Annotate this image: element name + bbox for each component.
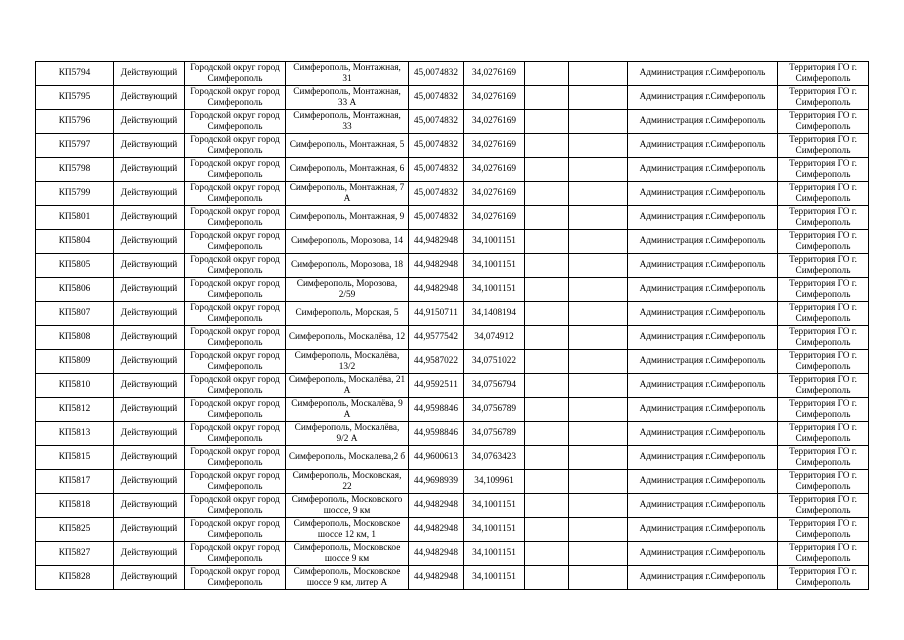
municipality-cell: Городской округ город Симферополь xyxy=(185,470,286,494)
table-row xyxy=(36,278,869,302)
latitude-cell: 44,9592511 xyxy=(409,374,464,398)
status-cell: Действующий xyxy=(114,182,185,206)
administration-cell: Администрация г.Симферополь xyxy=(628,350,778,374)
administration-cell: Администрация г.Симферополь xyxy=(628,86,778,110)
address-cell: Симферополь, Московского шоссе, 9 км xyxy=(286,494,409,518)
territory-cell: Территория ГО г. Симферополь xyxy=(778,470,869,494)
administration-cell: Администрация г.Симферополь xyxy=(628,254,778,278)
status-cell: Действующий xyxy=(114,374,185,398)
table-row xyxy=(36,446,869,470)
empty-cell xyxy=(569,302,628,326)
address-cell: Симферополь, Москалёва, 12 xyxy=(286,326,409,350)
address-cell: Симферополь, Москалёва, 9 А xyxy=(286,398,409,422)
empty-cell xyxy=(525,422,569,446)
address-cell: Симферополь, Москалёва, 13/2 xyxy=(286,350,409,374)
container-id: КП5812 xyxy=(36,398,114,422)
empty-cell xyxy=(525,110,569,134)
municipality-cell: Городской округ город Симферополь xyxy=(185,374,286,398)
longitude-cell: 34,0756794 xyxy=(464,374,525,398)
empty-cell xyxy=(569,566,628,590)
administration-cell: Администрация г.Симферополь xyxy=(628,62,778,86)
municipality-cell: Городской округ город Симферополь xyxy=(185,566,286,590)
status-cell: Действующий xyxy=(114,494,185,518)
territory-cell: Территория ГО г. Симферополь xyxy=(778,374,869,398)
empty-cell xyxy=(569,350,628,374)
empty-cell xyxy=(525,182,569,206)
longitude-cell: 34,1001151 xyxy=(464,254,525,278)
latitude-cell: 44,9482948 xyxy=(409,254,464,278)
territory-cell: Территория ГО г. Симферополь xyxy=(778,278,869,302)
municipality-cell: Городской округ город Симферополь xyxy=(185,62,286,86)
administration-cell: Администрация г.Симферополь xyxy=(628,110,778,134)
territory-cell: Территория ГО г. Симферополь xyxy=(778,110,869,134)
administration-cell: Администрация г.Симферополь xyxy=(628,518,778,542)
administration-cell: Администрация г.Симферополь xyxy=(628,326,778,350)
longitude-cell: 34,109961 xyxy=(464,470,525,494)
latitude-cell: 45,0074832 xyxy=(409,110,464,134)
longitude-cell: 34,0756789 xyxy=(464,422,525,446)
longitude-cell: 34,1408194 xyxy=(464,302,525,326)
empty-cell xyxy=(525,302,569,326)
municipality-cell: Городской округ город Симферополь xyxy=(185,182,286,206)
longitude-cell: 34,1001151 xyxy=(464,542,525,566)
status-cell: Действующий xyxy=(114,206,185,230)
empty-cell xyxy=(569,494,628,518)
territory-cell: Территория ГО г. Симферополь xyxy=(778,302,869,326)
administration-cell: Администрация г.Симферополь xyxy=(628,470,778,494)
table-row xyxy=(36,494,869,518)
territory-cell: Территория ГО г. Симферополь xyxy=(778,518,869,542)
administration-cell: Администрация г.Симферополь xyxy=(628,398,778,422)
municipality-cell: Городской округ город Симферополь xyxy=(185,302,286,326)
empty-cell xyxy=(569,62,628,86)
empty-cell xyxy=(525,134,569,158)
status-cell: Действующий xyxy=(114,326,185,350)
municipality-cell: Городской округ город Симферополь xyxy=(185,494,286,518)
territory-cell: Территория ГО г. Симферополь xyxy=(778,566,869,590)
longitude-cell: 34,0276169 xyxy=(464,62,525,86)
administration-cell: Администрация г.Симферополь xyxy=(628,278,778,302)
empty-cell xyxy=(569,182,628,206)
status-cell: Действующий xyxy=(114,566,185,590)
table-row xyxy=(36,110,869,134)
container-id: КП5809 xyxy=(36,350,114,374)
municipality-cell: Городской округ город Симферополь xyxy=(185,278,286,302)
empty-cell xyxy=(569,518,628,542)
table-row xyxy=(36,206,869,230)
empty-cell xyxy=(525,518,569,542)
latitude-cell: 44,9698939 xyxy=(409,470,464,494)
latitude-cell: 44,9482948 xyxy=(409,542,464,566)
territory-cell: Территория ГО г. Симферополь xyxy=(778,446,869,470)
latitude-cell: 44,9482948 xyxy=(409,566,464,590)
address-cell: Симферополь, Московское шоссе 9 км xyxy=(286,542,409,566)
container-id: КП5806 xyxy=(36,278,114,302)
address-cell: Симферополь, Москалёва, 21 А xyxy=(286,374,409,398)
table-body xyxy=(36,62,869,590)
address-cell: Симферополь, Московское шоссе 9 км, литер А xyxy=(286,566,409,590)
address-cell: Симферополь, Морозова, 18 xyxy=(286,254,409,278)
administration-cell: Администрация г.Симферополь xyxy=(628,494,778,518)
empty-cell xyxy=(525,494,569,518)
latitude-cell: 44,9600613 xyxy=(409,446,464,470)
empty-cell xyxy=(525,278,569,302)
empty-cell xyxy=(569,158,628,182)
container-id: КП5815 xyxy=(36,446,114,470)
container-id: КП5795 xyxy=(36,86,114,110)
longitude-cell: 34,1001151 xyxy=(464,518,525,542)
territory-cell: Территория ГО г. Симферополь xyxy=(778,62,869,86)
table-row xyxy=(36,86,869,110)
status-cell: Действующий xyxy=(114,518,185,542)
territory-cell: Территория ГО г. Симферополь xyxy=(778,254,869,278)
address-cell: Симферополь, Монтажная, 7 А xyxy=(286,182,409,206)
empty-cell xyxy=(525,326,569,350)
administration-cell: Администрация г.Симферополь xyxy=(628,230,778,254)
status-cell: Действующий xyxy=(114,422,185,446)
longitude-cell: 34,0276169 xyxy=(464,86,525,110)
address-cell: Симферополь, Москалева,2 б xyxy=(286,446,409,470)
administration-cell: Администрация г.Симферополь xyxy=(628,446,778,470)
empty-cell xyxy=(569,86,628,110)
address-cell: Симферополь, Монтажная, 31 xyxy=(286,62,409,86)
empty-cell xyxy=(569,398,628,422)
territory-cell: Территория ГО г. Симферополь xyxy=(778,398,869,422)
municipality-cell: Городской округ город Симферополь xyxy=(185,158,286,182)
table-row xyxy=(36,374,869,398)
longitude-cell: 34,0756789 xyxy=(464,398,525,422)
table-row xyxy=(36,398,869,422)
territory-cell: Территория ГО г. Симферополь xyxy=(778,182,869,206)
empty-cell xyxy=(569,110,628,134)
address-cell: Симферополь, Монтажная, 33 А xyxy=(286,86,409,110)
table-row xyxy=(36,62,869,86)
administration-cell: Администрация г.Симферополь xyxy=(628,542,778,566)
table-row xyxy=(36,230,869,254)
territory-cell: Территория ГО г. Симферополь xyxy=(778,542,869,566)
municipality-cell: Городской округ город Симферополь xyxy=(185,326,286,350)
municipality-cell: Городской округ город Симферополь xyxy=(185,86,286,110)
longitude-cell: 34,0276169 xyxy=(464,206,525,230)
container-id: КП5810 xyxy=(36,374,114,398)
longitude-cell: 34,074912 xyxy=(464,326,525,350)
container-id: КП5804 xyxy=(36,230,114,254)
status-cell: Действующий xyxy=(114,134,185,158)
territory-cell: Территория ГО г. Симферополь xyxy=(778,230,869,254)
latitude-cell: 44,9482948 xyxy=(409,230,464,254)
administration-cell: Администрация г.Симферополь xyxy=(628,374,778,398)
address-cell: Симферополь, Монтажная, 33 xyxy=(286,110,409,134)
administration-cell: Администрация г.Симферополь xyxy=(628,302,778,326)
address-cell: Симферополь, Монтажная, 5 xyxy=(286,134,409,158)
table-row xyxy=(36,350,869,374)
address-cell: Симферополь, Морская, 5 xyxy=(286,302,409,326)
latitude-cell: 44,9577542 xyxy=(409,326,464,350)
municipality-cell: Городской округ город Симферополь xyxy=(185,518,286,542)
latitude-cell: 44,9598846 xyxy=(409,422,464,446)
container-id: КП5798 xyxy=(36,158,114,182)
administration-cell: Администрация г.Симферополь xyxy=(628,158,778,182)
table-row xyxy=(36,254,869,278)
address-cell: Симферополь, Москалёва, 9/2 А xyxy=(286,422,409,446)
administration-cell: Администрация г.Симферополь xyxy=(628,206,778,230)
address-cell: Симферополь, Монтажная, 9 xyxy=(286,206,409,230)
territory-cell: Территория ГО г. Симферополь xyxy=(778,158,869,182)
container-id: КП5796 xyxy=(36,110,114,134)
territory-cell: Территория ГО г. Симферополь xyxy=(778,206,869,230)
table-row xyxy=(36,470,869,494)
status-cell: Действующий xyxy=(114,254,185,278)
status-cell: Действующий xyxy=(114,230,185,254)
empty-cell xyxy=(569,542,628,566)
latitude-cell: 44,9482948 xyxy=(409,494,464,518)
empty-cell xyxy=(569,278,628,302)
longitude-cell: 34,1001151 xyxy=(464,230,525,254)
latitude-cell: 44,9482948 xyxy=(409,278,464,302)
container-id: КП5801 xyxy=(36,206,114,230)
container-id: КП5805 xyxy=(36,254,114,278)
empty-cell xyxy=(525,350,569,374)
status-cell: Действующий xyxy=(114,398,185,422)
empty-cell xyxy=(525,206,569,230)
latitude-cell: 45,0074832 xyxy=(409,62,464,86)
municipality-cell: Городской округ город Симферополь xyxy=(185,206,286,230)
territory-cell: Территория ГО г. Симферополь xyxy=(778,422,869,446)
address-cell: Симферополь, Морозова, 2/59 xyxy=(286,278,409,302)
container-id: КП5794 xyxy=(36,62,114,86)
container-id: КП5828 xyxy=(36,566,114,590)
status-cell: Действующий xyxy=(114,62,185,86)
status-cell: Действующий xyxy=(114,470,185,494)
status-cell: Действующий xyxy=(114,302,185,326)
longitude-cell: 34,1001151 xyxy=(464,278,525,302)
latitude-cell: 44,9587022 xyxy=(409,350,464,374)
administration-cell: Администрация г.Симферополь xyxy=(628,566,778,590)
municipality-cell: Городской округ город Симферополь xyxy=(185,230,286,254)
table-row xyxy=(36,566,869,590)
empty-cell xyxy=(525,374,569,398)
table-row xyxy=(36,326,869,350)
container-id: КП5817 xyxy=(36,470,114,494)
longitude-cell: 34,0276169 xyxy=(464,134,525,158)
latitude-cell: 45,0074832 xyxy=(409,182,464,206)
territory-cell: Территория ГО г. Симферополь xyxy=(778,494,869,518)
empty-cell xyxy=(569,470,628,494)
latitude-cell: 45,0074832 xyxy=(409,86,464,110)
status-cell: Действующий xyxy=(114,110,185,134)
table-row xyxy=(36,182,869,206)
longitude-cell: 34,0276169 xyxy=(464,182,525,206)
administration-cell: Администрация г.Симферополь xyxy=(628,134,778,158)
empty-cell xyxy=(525,470,569,494)
municipality-cell: Городской округ город Симферополь xyxy=(185,350,286,374)
address-cell: Симферополь, Монтажная, 6 xyxy=(286,158,409,182)
latitude-cell: 44,9482948 xyxy=(409,518,464,542)
container-id: КП5827 xyxy=(36,542,114,566)
municipality-cell: Городской округ город Симферополь xyxy=(185,542,286,566)
longitude-cell: 34,0763423 xyxy=(464,446,525,470)
status-cell: Действующий xyxy=(114,86,185,110)
empty-cell xyxy=(525,86,569,110)
municipality-cell: Городской округ город Симферополь xyxy=(185,254,286,278)
empty-cell xyxy=(569,230,628,254)
territory-cell: Территория ГО г. Симферополь xyxy=(778,134,869,158)
territory-cell: Территория ГО г. Симферополь xyxy=(778,350,869,374)
container-id: КП5808 xyxy=(36,326,114,350)
table-row xyxy=(36,134,869,158)
empty-cell xyxy=(525,158,569,182)
empty-cell xyxy=(569,206,628,230)
latitude-cell: 44,9598846 xyxy=(409,398,464,422)
container-id: КП5807 xyxy=(36,302,114,326)
latitude-cell: 44,9150711 xyxy=(409,302,464,326)
longitude-cell: 34,1001151 xyxy=(464,566,525,590)
container-id: КП5813 xyxy=(36,422,114,446)
address-cell: Симферополь, Московская, 22 xyxy=(286,470,409,494)
empty-cell xyxy=(525,566,569,590)
latitude-cell: 45,0074832 xyxy=(409,134,464,158)
longitude-cell: 34,0276169 xyxy=(464,110,525,134)
empty-cell xyxy=(569,422,628,446)
empty-cell xyxy=(569,374,628,398)
longitude-cell: 34,1001151 xyxy=(464,494,525,518)
address-cell: Симферополь, Московское шоссе 12 км, 1 xyxy=(286,518,409,542)
empty-cell xyxy=(569,254,628,278)
empty-cell xyxy=(525,254,569,278)
municipality-cell: Городской округ город Симферополь xyxy=(185,422,286,446)
municipality-cell: Городской округ город Симферополь xyxy=(185,110,286,134)
container-id: КП5797 xyxy=(36,134,114,158)
administration-cell: Администрация г.Симферополь xyxy=(628,422,778,446)
empty-cell xyxy=(525,446,569,470)
status-cell: Действующий xyxy=(114,278,185,302)
container-id: КП5818 xyxy=(36,494,114,518)
longitude-cell: 34,0276169 xyxy=(464,158,525,182)
status-cell: Действующий xyxy=(114,542,185,566)
empty-cell xyxy=(569,326,628,350)
municipality-cell: Городской округ город Симферополь xyxy=(185,446,286,470)
container-id: КП5799 xyxy=(36,182,114,206)
status-cell: Действующий xyxy=(114,350,185,374)
empty-cell xyxy=(569,446,628,470)
territory-cell: Территория ГО г. Симферополь xyxy=(778,86,869,110)
address-cell: Симферополь, Морозова, 14 xyxy=(286,230,409,254)
table-row xyxy=(36,518,869,542)
table-row xyxy=(36,158,869,182)
municipality-cell: Городской округ город Симферополь xyxy=(185,134,286,158)
empty-cell xyxy=(525,398,569,422)
empty-cell xyxy=(525,542,569,566)
status-cell: Действующий xyxy=(114,446,185,470)
container-id: КП5825 xyxy=(36,518,114,542)
registry-table xyxy=(35,61,869,590)
table-row xyxy=(36,302,869,326)
latitude-cell: 45,0074832 xyxy=(409,158,464,182)
empty-cell xyxy=(569,134,628,158)
table-row xyxy=(36,422,869,446)
empty-cell xyxy=(525,230,569,254)
table-row xyxy=(36,542,869,566)
longitude-cell: 34,0751022 xyxy=(464,350,525,374)
territory-cell: Территория ГО г. Симферополь xyxy=(778,326,869,350)
municipality-cell: Городской округ город Симферополь xyxy=(185,398,286,422)
empty-cell xyxy=(525,62,569,86)
latitude-cell: 45,0074832 xyxy=(409,206,464,230)
administration-cell: Администрация г.Симферополь xyxy=(628,182,778,206)
status-cell: Действующий xyxy=(114,158,185,182)
